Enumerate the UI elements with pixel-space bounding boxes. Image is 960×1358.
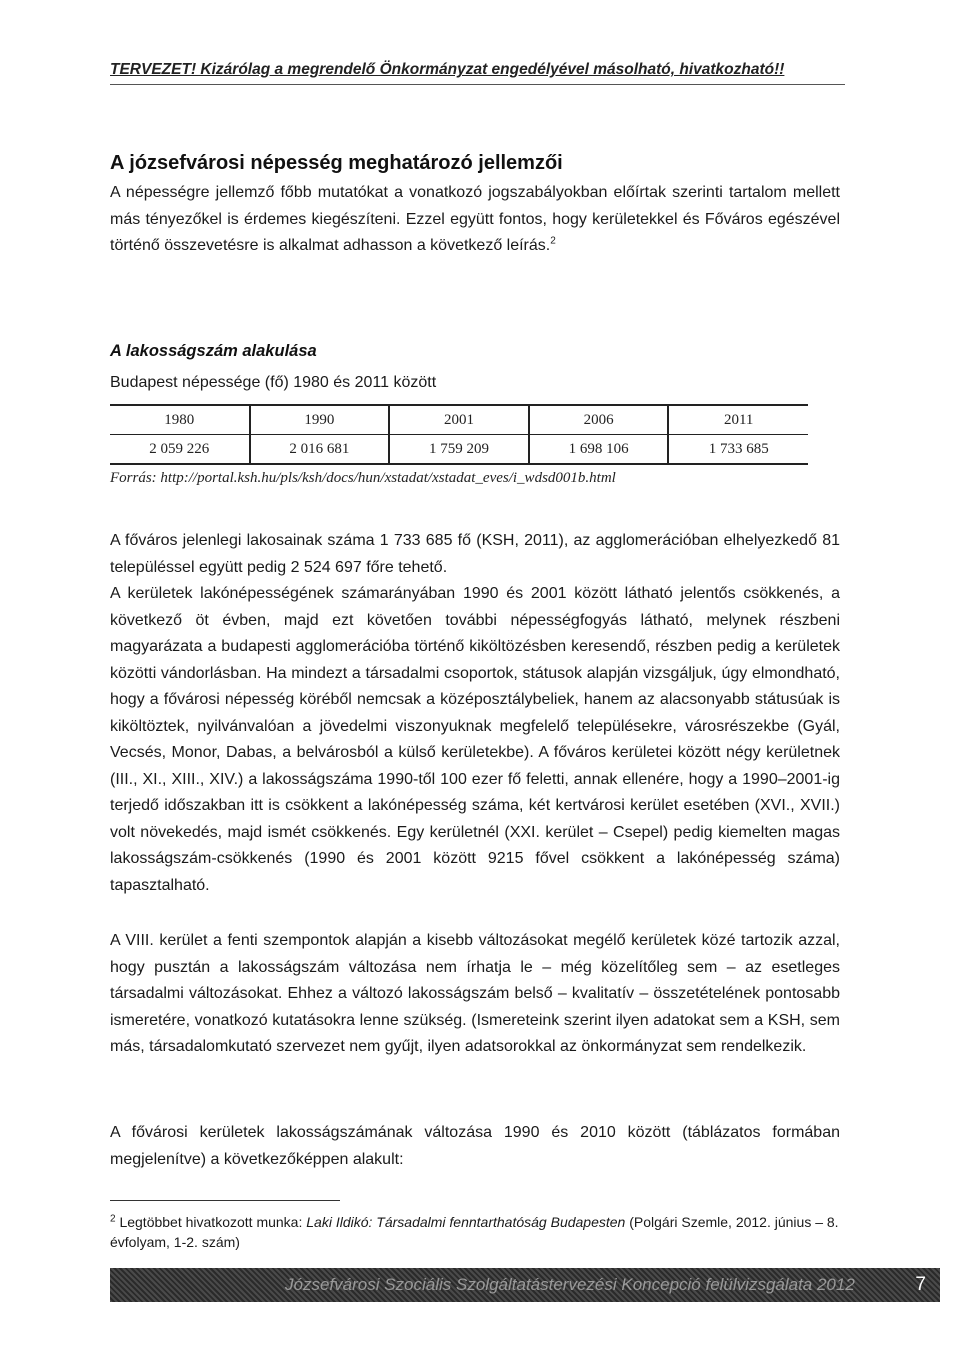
footnote-lead: Legtöbbet hivatkozott munka:	[119, 1214, 307, 1230]
section-title: A józsefvárosi népesség meghatározó jellemzői	[110, 152, 563, 174]
body-text	[110, 528, 840, 899]
year-cell: 2011	[668, 405, 808, 435]
intro-text: A népességre jellemző főbb mutatókat a vonatkozó jogszabályokban előírtak szerinti tartalom mellett más tényezőkel is érdemes kiegészíteni. Ezzel együtt fontos, hogy kerületekkel és Főváros egészével történő összevetésre is alkalmat adhasson a következő leírás.	[110, 184, 840, 254]
year-cell: 2001	[389, 405, 529, 435]
footer-bar	[110, 1268, 940, 1302]
source-link[interactable]: Forrás: http://portal.ksh.hu/pls/ksh/docs/hun/xstadat/xstadat_eves/i_wdsd001b.html	[110, 470, 616, 486]
footnote-number: 2	[110, 1213, 116, 1225]
year-cell: 1990	[250, 405, 390, 435]
footnote-divider	[110, 1200, 340, 1201]
year-cell: 2006	[529, 405, 669, 435]
footnote-reference[interactable]: 2	[550, 235, 556, 247]
paragraph-closing: A fővárosi kerületek lakosságszámának változása 1990 és 2010 között (táblázatos formában megjelenítve) a következőképpen alakult:	[110, 1124, 840, 1168]
intro-paragraph	[110, 180, 840, 260]
paragraph-current-population: A főváros jelenlegi lakosainak száma 1 733 685 fő (KSH, 2011), az agglomerációban elhelyezkedő 81 településsel együtt pedig 2 524 697 főre tehető.	[110, 532, 840, 576]
header-divider	[110, 84, 845, 85]
draft-notice-banner: TERVEZET! Kizárólag a megrendelő Önkormányzat engedélyével másolható, hivatkozható!!	[110, 61, 785, 78]
table-header-row	[110, 405, 808, 435]
footnote	[110, 1212, 840, 1252]
population-cell: 1 759 209	[389, 435, 529, 465]
year-cell: 1980	[110, 405, 250, 435]
population-cell: 1 733 685	[668, 435, 808, 465]
body-text-continued	[110, 928, 840, 1061]
page-number: 7	[915, 1274, 926, 1295]
population-table	[110, 404, 808, 465]
population-subheading: A lakosságszám alakulása	[110, 342, 317, 360]
paragraph-district-changes: A kerületek lakónépességének számarányában 1990 és 2001 között látható jelentős csökkenés, a következő öt évben, majd ezt követően további népességfogyás látható, melynek részbeni magyarázata a budapesti agglomerációba történő kiköltözésben keresendő, részben pedig a kerületek közötti vándorlásban. Ha mindezt a társadalmi csoportok, státusok alapján vizsgáljuk, úgy elmondható, hogy a fővárosi népesség köréből nemcsak a középosztálybeliek, hanem az alacsonyabb státusúak is kiköltöztek, nyilvánvalóan a jövedelmi viszonyuknak megfelelő településekre, városrészekbe (Gyál, Vecsés, Monor, Dabas, a belvárosból a külső kerületekbe). A főváros kerületei között négy kerületnek (III., XI., XIII., XIV.) a lakosságszáma 1990-től 100 ezer fő feletti, annak ellenére, hogy a 1990–2001-ig terjedő időszakban itt is csökkent a lakónépesség száma, két kertvárosi kerület esetében (XVI., XVII.) volt növekedés, majd ismét csökkenés. Egy kerületnél (XXI. kerület – Csepel) pedig kiemelten magas lakosságszám-csökkenés (1990 és 2001 között 9215 fővel csökkent a lakónépesség száma) tapasztalható.	[110, 585, 840, 894]
table-caption: Budapest népessége (fő) 1980 és 2011 között	[110, 374, 437, 391]
footnote-work-title: Laki Ildikó: Társadalmi fenntarthatóság Budapesten	[306, 1214, 626, 1230]
population-cell: 2 059 226	[110, 435, 250, 465]
footer-title: Józsefvárosi Szociális Szolgáltatástervezési Koncepció felülvizsgálata 2012	[285, 1275, 855, 1294]
paragraph-district-viii: A VIII. kerület a fenti szempontok alapján a kisebb változásokat megélő kerületek közé tartozik azzal, hogy pusztán a lakosságszám változása nem írhatja le – még közelítőleg sem – az esetleges társadalmi változásokat. Ehhez a változó lakosságszám belső – kvalitatív – összetételének pontosabb ismeretére, vonatkozó kutatásokra lenne szükség. (Ismereteink szerint ilyen adatokat sem a KSH, sem más, társadalomkutató szervezet nem gyűjt, ilyen adatsorokkal az önkormányzat sem rendelkezik.	[110, 932, 840, 1055]
population-cell: 1 698 106	[529, 435, 669, 465]
footnote-tail: (Polgári Szemle, 2012. június – 8. évfolyam, 1-2. szám)	[110, 1214, 839, 1250]
table-row	[110, 435, 808, 465]
population-cell: 2 016 681	[250, 435, 390, 465]
